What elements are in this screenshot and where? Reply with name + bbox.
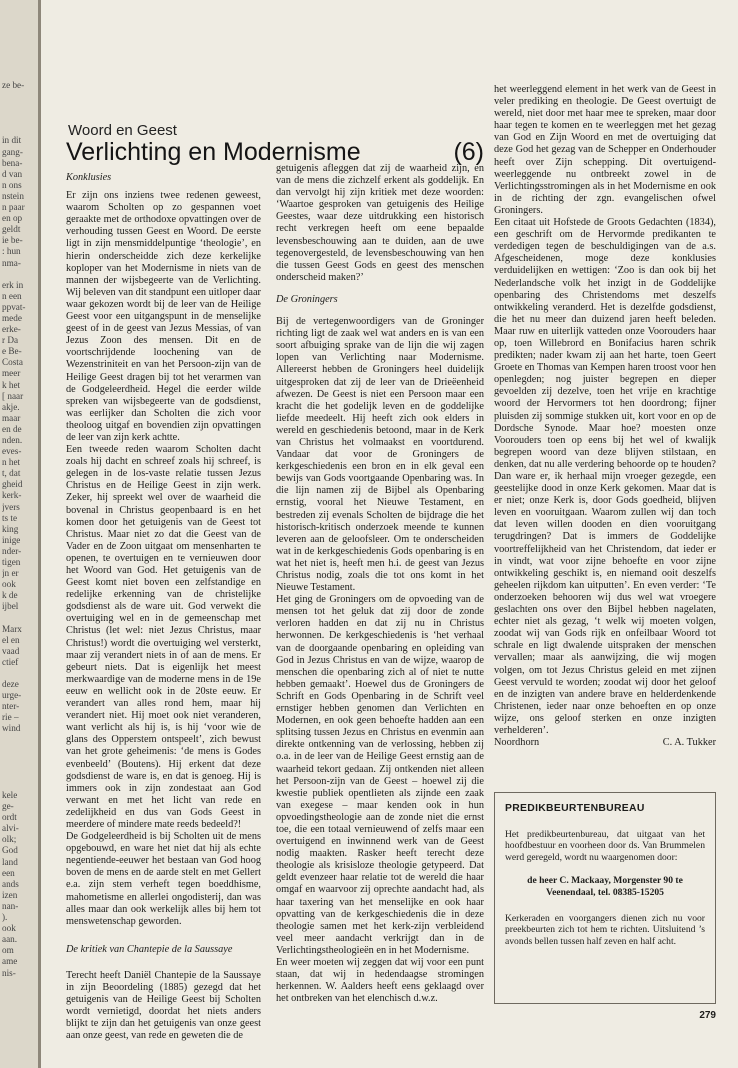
section-heading-konklusies: Konklusies — [66, 172, 112, 183]
left-fragment-line: el en — [2, 634, 20, 645]
notice-address: de heer C. Mackaay, Morgenster 90 te Veenendaal, tel. 08385-15205 — [527, 875, 683, 898]
left-fragment-line — [2, 102, 36, 113]
left-fragment-line: t, dat — [2, 468, 21, 479]
column-2 — [276, 163, 484, 1005]
paragraph: het weerleggend element in het werk van de Geest in veler prediking en theologie. De Geest overtuigt de wereld, niet door met haar mee te spreken, maar door haar tegen te komen en te weerleggen met het gezag van God en Zijn Woord en met de overtuiging dat deze God het gezag van de Schepper en Onderhouder heeft over Zijn schepping. Dit overtuigend-weerleggende nu ontbreekt zowel in de Verlichtingsstromingen als in het Modernisme en ook in de richting der zgn. evangelischen ofwel Groningers. — [494, 84, 716, 216]
left-fragment-line: n paar — [2, 202, 25, 213]
left-fragment-line: kele — [2, 790, 18, 800]
left-fragment-line: tigen — [2, 557, 21, 568]
series-kicker: Woord en Geest — [68, 122, 177, 139]
left-fragment-line — [2, 779, 36, 790]
left-fragment-line: king — [2, 523, 19, 534]
paragraph: Er zijn ons inziens twee redenen geweest, waarom Scholten op zo gespannen voet geraakte met de orthodoxe opvattingen over de verhouding tussen Geest en Woord. De eerste ligt in zijn mensmiddelpuntige ‘theologie’, en hierin onderscheidde zich deze kerkelijke koploper van het Modernisme in niets van de mannen der wijsbegeerte van de Verlichting. Wij beleven van dit standpunt een uitloper daar waar gekozen wordt bij de leer van de Heilige Geest voor een uitgangspunt in de menselijke geest of in de geest van Jezus Messias, of van Jezus Zoon des mensen. Dit en de voortschrijdende loochening van de Wezenstriniteit en van het Persoon-zijn van de Heilige Geest dragen bij tot het verarmen van de Godgeleerdheid. Hegel die eerder wilde spreken van wijsbegeerte van de godsdienst, was eerlijker dan Scholten die zich voor theoloog uitgaf en bovendien zijn opvattingen de leer van zijn kerk achtte. — [66, 190, 261, 443]
notice-box — [494, 792, 716, 1004]
left-fragment-line: nis- — [2, 967, 16, 978]
left-fragment-line: [ naar — [2, 390, 24, 401]
signature-line — [494, 737, 716, 749]
left-fragment-line: aan. — [2, 934, 18, 945]
left-fragment-line: meer — [2, 368, 21, 379]
section-heading-chantepie: De kritiek van Chantepie de la Saussaye — [66, 943, 233, 955]
left-fragment-line: k het — [2, 379, 21, 390]
left-fragment-line: ame — [2, 956, 18, 967]
left-fragment-line — [2, 269, 36, 280]
left-fragment-line: ctief — [2, 656, 19, 667]
left-fragment-line: ands — [2, 878, 19, 889]
left-fragment-line: een — [2, 867, 15, 878]
left-fragment-line: ppvat- — [2, 301, 26, 312]
left-fragment-line: ie be- — [2, 235, 23, 246]
left-fragment-line — [2, 768, 36, 779]
left-fragment-line: n ons — [2, 179, 22, 190]
notice-paragraph: Het predikbeurtenbureau, dat uitgaat van het hoofdbestuur en voorheen door ds. Van Brummelen werd geregeld, wordt nu waargenomen door: — [505, 828, 705, 863]
author-name: C. A. Tukker — [662, 737, 716, 749]
left-fragment-line: deze — [2, 679, 19, 690]
left-fragment-line: inige — [2, 534, 21, 545]
left-fragment-line: ). — [2, 912, 8, 923]
paragraph: De Godgeleerdheid is bij Scholten uit de mens opgebouwd, en ware het niet dat hij als echte negentiende-eeuwer het bestaan van God hoog boven de mens en de aarde stelt en met Gellert e.a. zijn stem verheft tegen boeddhisme, mahometisme en allerlei ongodisterij, dan was alles maar dan ook werkelijk alles bij hem tot menswetenschap geworden. — [66, 831, 261, 927]
left-fragment-line: e Be- — [2, 346, 22, 357]
left-fragment-line: rie – — [2, 712, 19, 723]
left-fragment-line: n een — [2, 290, 22, 301]
left-fragment-line: k de — [2, 590, 18, 601]
paragraph: Bij de vertegenwoordigers van de Groninger richting ligt de zaak wel wat anders en is van een soort afbuiging sprake van de lijn die wij zagen lopen van Verlichting naar Modernisme. Allereerst hebben de Groningers heel duidelijk uitgesproken dat zij de leer van de Drieëenheid afwezen. De Geest is niet een Persoon maar een kracht die het godelijk leven en de goddelijke liefde meedeelt. Hij heeft zich ook elders in wereld en geschiedenis betoond, maar in de Kerk van Christus het volmaakst en voortdurend. Vandaar dat voor de Groningers de kerkgeschiedenis een bron en in elk geval een bewijs van Gods voortgaande Openbaring was. In die lijn namen zij de Bijbel als Openbaring ernstig, vooral het Nieuwe Testament, en bestreden zij evenals Scholten de bijdrage die het historisch-kritisch onderzoek meende te kunnen leveren aan de geloofsleer. Om te onderscheiden wat in de kerkgeschiedenis Gods openbaring is en wat het niet is, heeft men h.i. de geest van Jezus Christus nodig, zoals die tot ons komt in het Nieuwe Testament. — [276, 316, 484, 594]
paragraph: Het ging de Groningers om de opvoeding van de mensen tot het geluk dat zij door de zonde verloren hadden en dat zij nu in Christus herwonnen. De kerkgeschiedenis is ‘het verhaal van de doorgaande openbaring en opleiding van God in Jezus Christus en van de wijze, waarop de menschen die openbaring zich al of niet te nutte hebben gemaakt’. Hoewel dus de Groningers de Schrift en Gods Openbaring in de Schrift veel ernstiger hebben genomen dan Verlichten en Modernen, en ook geen behoefte hadden aan een splitsing tussen Jezus en Christus en evenmin aan direkte ontkenning van de verlossing, hebben zij o.a. in de leer van de Heilige Geest ernstig aan de waarheid tekort gedaan. Zij ontkenden niet alleen het Persoon-zijn van de Geest – hoewel zij die kwestie publiek opentlieten als zijnde een zaak van exegese – maar kenden ook in hun opvoedingstheologie aan de zonde niet die ernst toe, die een totaal vernieuwend of zelfs maar een overtuigend en inwinnend werk van de Geest nodig maakten. Rasker heeft terecht deze theologie als krisisloze theologie getypeerd. Dat geldt evenzeer haar relatie tot de wereld die haar omgaf en waarvoor zij oprechte aandacht had, als haar taxering van het menselijke en ook haar opvatting van de kerkgeschiedenis die in deze theologie samen met het kerk-zijn verbleidend veel meer aandacht verkrijgt dan in de Verlichtingstheologieën en in het Modernisme. — [276, 594, 484, 956]
left-fragment-line: gang- — [2, 146, 23, 157]
left-fragment-line: ook — [2, 923, 16, 934]
left-fragment-line: en op — [2, 213, 23, 224]
left-fragment-line: land — [2, 856, 18, 867]
left-fragment-line: olk; — [2, 834, 17, 845]
left-fragment-line — [2, 124, 36, 135]
left-fragment-line — [2, 91, 36, 102]
left-fragment-line: geldt — [2, 224, 21, 235]
left-fragment-line: bena- — [2, 157, 23, 168]
left-fragment-line: gheid — [2, 479, 23, 490]
left-fragment-line: ts te — [2, 512, 18, 523]
left-fragment-line: erke- — [2, 324, 21, 335]
left-fragment-line: nstein — [2, 190, 24, 201]
left-fragment-line — [2, 668, 36, 679]
paragraph: Een citaat uit Hofstede de Groots Gedachten (1834), een geschrift om de Hervormde predikanten te verdedigen tegen de beschuldigingen van de a.s. Afgescheidenen, moge deze konklusies verduidelijken en wettigen: ‘Zoo is dan ook bij het Nederlandsche volk het inzigt in de Goddelijke openbaring des Christendoms met deszelfs ontwikkeling veranderd. Het is dezelfde godsdienst, die het nu meer dan duizend jaren heeft beleden. Maar ruw en uiterlijk vatteden onze Voorouders haar op, toen Willebrord en Bonifacius haren schrik predikten; nader kwam zij aan het harte, toen Geert Groete en Thomas van Kempen haren troost voor hen openlegden; nog juister begrepen en dieper gevoelden zij dezelve, toen het vrije en krachtige woord der Hervormers tot hen doordrong; fijner pluisden zij sommige stukken uit, kort voor en op de Dordsche Synode. Maar hoe? moesten onze Voorouders toen op eens bij het wel of kwalijk begrepen woord van deze blijven stilstaan, en denken, dat nu alle verdering behoorde op te houden? Dan ware er, ik herhaal mijn vroeger gezegde, een geestelijke dood in onze Kerk gekomen. Maar dat is er niet; onze Kerk is, door Gods goedheid, blijven leven en vooruitgaan. Waarom zullen wij dan toch dat leven willen dooden en dien vooruitgang terugdringen? Dat is immers de Goddelijke voortreffelijkheid van het Christendom, dat ieder er in vindt, wat voor zijne behoefte en voor zijne ontwikkeling geschikt is, en niemand ooit deszelfs geheelen rijkdom kan uitputten’. En even verder: ‘Te onderzoeken behooren wij dus wel wat vroegere geslachten ons over den Bijbel hebben nagelaten, echter niet als gezag, ‘t welk wij moeten volgen, zoodat wij van Gods rijk en onfeilbaar Woord tot schrale en ligt dwalende uitspraken der menschen vervallen; maar als aanwijzing, die wij mogen volgen, om tot Jezus Christus geleid en met zijnen Geest vervuld te worden; zoodat wij door het geloof en de inzigten van andere brave en helderdenkende Christenen, ieder naar onze behoeften en op onze wijze, ons geloof sterken en onze inzigten verhelderen’. — [494, 217, 716, 736]
left-fragment-line: ze be- — [2, 80, 25, 90]
left-fragment-line: mede — [2, 312, 22, 323]
paragraph: getuigenis afleggen dat zij de waarheid zijn, en van de mens die zichzelf erkent als goddelijk. En dan vervolgt hij zijn kritiek met deze woorden: ‘Waartoe gesproken van getuigenis des Heilige Geestes, waar deze uitdrukking een historisch recht verkregen heeft om eene bepaalde levensbeschouwing aan te duiden, aan de uwe tegenovergesteld, de levensbeschouwing van hen die tussen Geest Gods en geest des menschen onderscheid maken?’ — [276, 163, 484, 283]
left-fragment-line — [2, 746, 36, 757]
left-fragment-line: nan- — [2, 900, 19, 911]
left-fragment-line — [2, 757, 36, 768]
left-fragment-line: God — [2, 845, 18, 856]
left-fragment-line: ijbel — [2, 601, 19, 612]
left-fragment-line: nter- — [2, 701, 20, 712]
magazine-page — [54, 0, 724, 1068]
paragraph: Een tweede reden waarom Scholten dacht zoals hij dacht en schreef zoals hij schreef, is gelegen in de los-vaste relatie tussen Jezus Christus en de Heilige Geest in zijn werk. Zeker, hij spreekt wel over de waarheid die bovenal in Christus geopenbaard is en het komen door het getuigenis van de Geest tot Christus. Maar niet zo dat die Geest van de Vader en de Zoon uitgaat om mensenharten te openen, te overtuigen en te vernieuwen door het Woord van God. Het getuigenis van de Geest komt niet boven een zelfstandige en redelijke erkenning van de christelijke godsdienst als de ware uit. God verwekt die overtuiging wel en in de gemeenschap met Christus (let wel: niet Jezus Christus, maar Christus!) wordt die overtuiging wel versterkt, maar zij verandert niets in of aan de mens. Er gebeurt niets. Dat is eigenlijk het meest merkwaardige van de moderne mens in de 19e eeuw en wellicht ook in de 20ste eeuw. Er verandert van alles rond hem, maar hij verandert niet. Hij moet ook niet veranderen, want verlicht als hij is, is hij ‘voor wie de glans des Opperstem ontspeelt’, zich bewust van het grote geheimenis: ‘de mens is Godes evenbeeld’ (Boutens). Hij erkent dat deze godsdienst de ware is, en dat is genoeg. Hij is immers ook in zijn zondestaat aan God verwant en met het licht van rede en zedelijkheid en dus van Gods Geest in meerdere of mindere mate reeds bedeeld?! — [66, 444, 261, 830]
left-fragment-line: vaad — [2, 645, 20, 656]
left-fragment-line: d van — [2, 168, 23, 179]
left-fragment-line: kerk- — [2, 490, 22, 501]
part-number: (6) — [453, 138, 484, 166]
left-fragment-line: nden. — [2, 435, 23, 445]
paragraph: Terecht heeft Daniël Chantepie de la Saussaye in zijn Beoordeling (1885) gezegd dat het getuigenis van de Heilige Geest bij Scholten wordt vernietigd, doordat het niets anders blijkt te zijn dan het getuigenis van onze geest aan onze geest, van rede en geweten die de — [66, 969, 261, 1042]
left-fragment-line — [2, 113, 36, 124]
left-fragment-line: nder- — [2, 545, 22, 556]
left-fragment-line — [2, 735, 36, 746]
left-page-text-fragments — [2, 80, 36, 1040]
notice-heading: PREDIKBEURTENBUREAU — [505, 803, 645, 814]
left-fragment-line — [2, 613, 36, 624]
left-fragment-line: urge- — [2, 690, 22, 701]
author-place: Noordhorn — [494, 737, 540, 749]
paragraph: En weer moeten wij zeggen dat wij voor een punt staan, dat wij in hedendaagse stromingen herkennen. W. Aalders heeft eens geklaagd over het ontbreken van het elenchisch d.w.z. — [276, 957, 484, 1005]
left-fragment-line: jn er — [2, 568, 19, 579]
left-fragment-line: wind — [2, 723, 21, 734]
left-fragment-line: r Da — [2, 335, 19, 346]
left-fragment-line: erk in — [2, 279, 24, 290]
left-fragment-line: Costa — [2, 357, 23, 368]
left-page-strip — [0, 0, 40, 1068]
left-fragment-line: ook — [2, 579, 16, 590]
left-fragment-line: en de — [2, 423, 22, 434]
left-fragment-line: maar — [2, 412, 21, 423]
left-fragment-line: izen — [2, 889, 18, 900]
left-fragment-line: nma- — [2, 257, 21, 268]
notice-paragraph: Kerkeraden en voorgangers dienen zich nu voor preekbeurten zich tot hem te richten. Uitsluitend ’s avonds bellen tussen half zeven en half acht. — [505, 912, 705, 947]
left-fragment-line: : hun — [2, 246, 21, 257]
left-fragment-line: akje. — [2, 401, 20, 412]
left-fragment-line: Marx — [2, 623, 22, 634]
page-number: 279 — [699, 1010, 716, 1021]
book-spine — [38, 0, 41, 1068]
article-title: Verlichting en Modernisme — [66, 138, 361, 166]
column-3 — [494, 84, 716, 749]
left-fragment-line: eves- — [2, 446, 22, 457]
left-fragment-line: n het — [2, 457, 21, 468]
column-1 — [66, 167, 261, 1042]
left-fragment-line: jvers — [2, 501, 20, 512]
left-fragment-line: alvi- — [2, 823, 19, 834]
left-fragment-line: ge- — [2, 801, 14, 812]
left-fragment-line: om — [2, 945, 14, 956]
left-fragment-line: in dit — [2, 135, 22, 146]
left-fragment-line: ordt — [2, 812, 17, 823]
section-heading-groningers: De Groningers — [276, 293, 338, 305]
